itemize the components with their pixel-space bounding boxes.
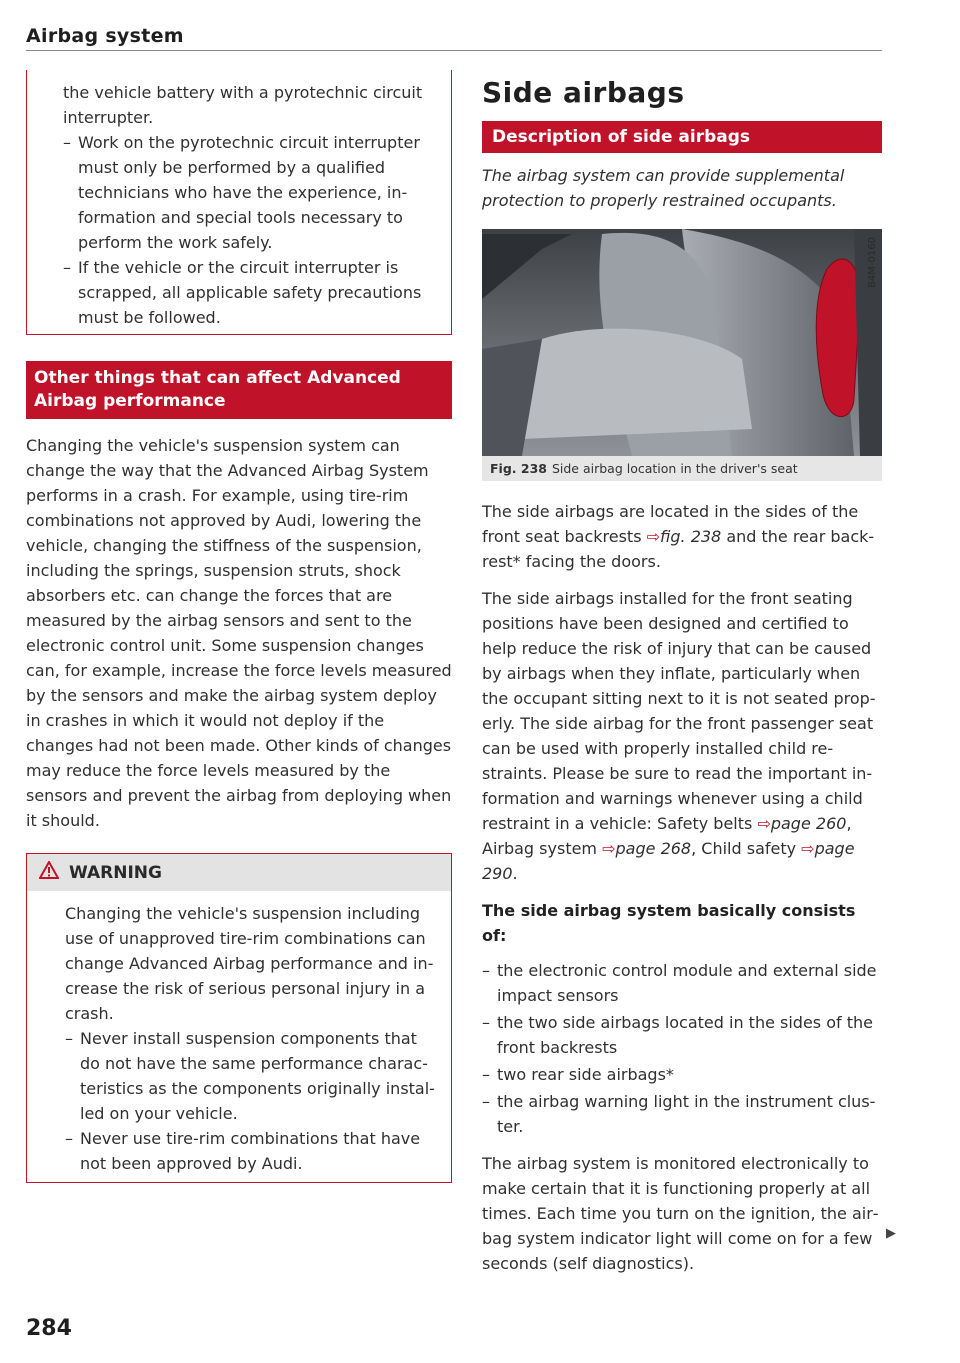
- list-item: – Never install suspension components that do not have the same performance characteristics as the components originally installed on your vehicle.: [65, 1029, 435, 1123]
- figure-reference-link[interactable]: fig. 238: [660, 527, 722, 546]
- page-reference-link[interactable]: page 268: [615, 839, 692, 858]
- warning-header: [27, 854, 451, 891]
- warning-triangle-icon: [39, 861, 59, 884]
- consists-heading: The side airbag system basically consists of:: [482, 901, 856, 945]
- page-reference-link[interactable]: page 260: [770, 814, 847, 833]
- warning-body: [27, 891, 451, 1182]
- warning-intro: Changing the vehicle's suspension including use of unapproved tire-rim combinations can change Advanced Airbag performance and increase the risk of serious personal injury in a crash.: [65, 904, 434, 1023]
- box-intro-text: the vehicle battery with a pyrotechnic circuit interrupter.: [63, 83, 423, 127]
- certification-paragraph: The side airbags installed for the front seating positions have been designed and certified to help reduce the risk of injury that can be caused by airbags when they inflate, particularly when the occupant sitting next to it is not seated properly. The side airbag for the front passenger seat can be used with properly installed child restraints. Please be sure to read the important information and warnings whenever using a child restraint in a vehicle: Safety belts ⇨page 260, Airbag system ⇨page 268, Child safety ⇨page 290.: [482, 589, 876, 883]
- section-title-bar: Other things that can affect Advanced Airbag performance: [26, 361, 452, 419]
- warning-list: [65, 1026, 435, 1176]
- arrow-icon: ⇨: [602, 839, 616, 858]
- continue-arrow-icon: ▶: [886, 1226, 896, 1241]
- section-body-text: Changing the vehicle's suspension system can change the way that the Advanced Airbag System performs in a crash. For example, using tire-rim combinations not approved by Audi, lowering the vehicle, changing the stiffness of the suspension, including the springs, suspension struts, shock absorbers etc. can change the forces that are measured by the airbag sensors and sent to the electronic control unit. Some suspension changes can, for example, increase the force levels measured by the sensors and make the airbag system deploy in crashes in which it would not deploy if the changes had not been made. Other kinds of changes may reduce the force levels measured by the sensors and prevent the airbag from deploying when it should.: [26, 436, 452, 830]
- page-reference-link[interactable]: page 290: [482, 839, 855, 883]
- list-item: – Never use tire-rim combinations that have not been approved by Audi.: [65, 1129, 421, 1173]
- intro-text: The airbag system can provide supplemental protection to properly restrained occupants.: [482, 166, 845, 210]
- arrow-icon: ⇨: [801, 839, 815, 858]
- figure-code: B4M-0160: [867, 237, 878, 288]
- seat-illustration: [482, 229, 882, 456]
- figure-label: Fig. 238: [490, 461, 547, 476]
- monitoring-paragraph: The airbag system is monitored electronically to make certain that it is functioning properly at all times. Each time you turn on the ignition, the airbag system indicator light will come on for a few seconds (self diagnostics).: [482, 1154, 879, 1273]
- arrow-icon: ⇨: [757, 814, 771, 833]
- header-rule: [26, 50, 882, 51]
- list-item: – two rear side airbags*: [482, 1065, 674, 1084]
- continued-warning-box: [26, 70, 452, 335]
- list-item: – If the vehicle or the circuit interrupter is scrapped, all applicable safety precautions must be followed.: [63, 258, 422, 327]
- right-column: [482, 70, 882, 1288]
- figure-caption-text: Side airbag location in the driver's seat: [551, 461, 798, 476]
- right-body: [482, 499, 882, 1276]
- left-column: [26, 70, 452, 1183]
- seat-photo: [482, 229, 882, 456]
- section-heading: Side airbags: [482, 76, 685, 109]
- location-paragraph: The side airbags are located in the sides of the front seat backrests ⇨fig. 238 and the rear backrest* facing the doors.: [482, 502, 875, 571]
- box-list: [63, 130, 435, 330]
- list-item: – Work on the pyrotechnic circuit interrupter must only be performed by a qualified technicians who have the experience, information and special tools necessary to perform the work safely.: [63, 133, 420, 252]
- arrow-icon: ⇨: [646, 527, 661, 546]
- subsection-title-bar: Description of side airbags: [482, 121, 882, 153]
- consists-list: [482, 958, 882, 1139]
- warning-box: [26, 853, 452, 1183]
- page-number: 284: [26, 1316, 72, 1341]
- figure-caption: [482, 456, 882, 481]
- running-header: Airbag system: [26, 25, 184, 47]
- figure: [482, 229, 882, 481]
- list-item: – the airbag warning light in the instrument cluster.: [482, 1092, 876, 1136]
- warning-label: WARNING: [69, 862, 162, 883]
- list-item: – the electronic control module and external side impact sensors: [482, 961, 877, 1005]
- list-item: – the two side airbags located in the sides of the front backrests: [482, 1013, 873, 1057]
